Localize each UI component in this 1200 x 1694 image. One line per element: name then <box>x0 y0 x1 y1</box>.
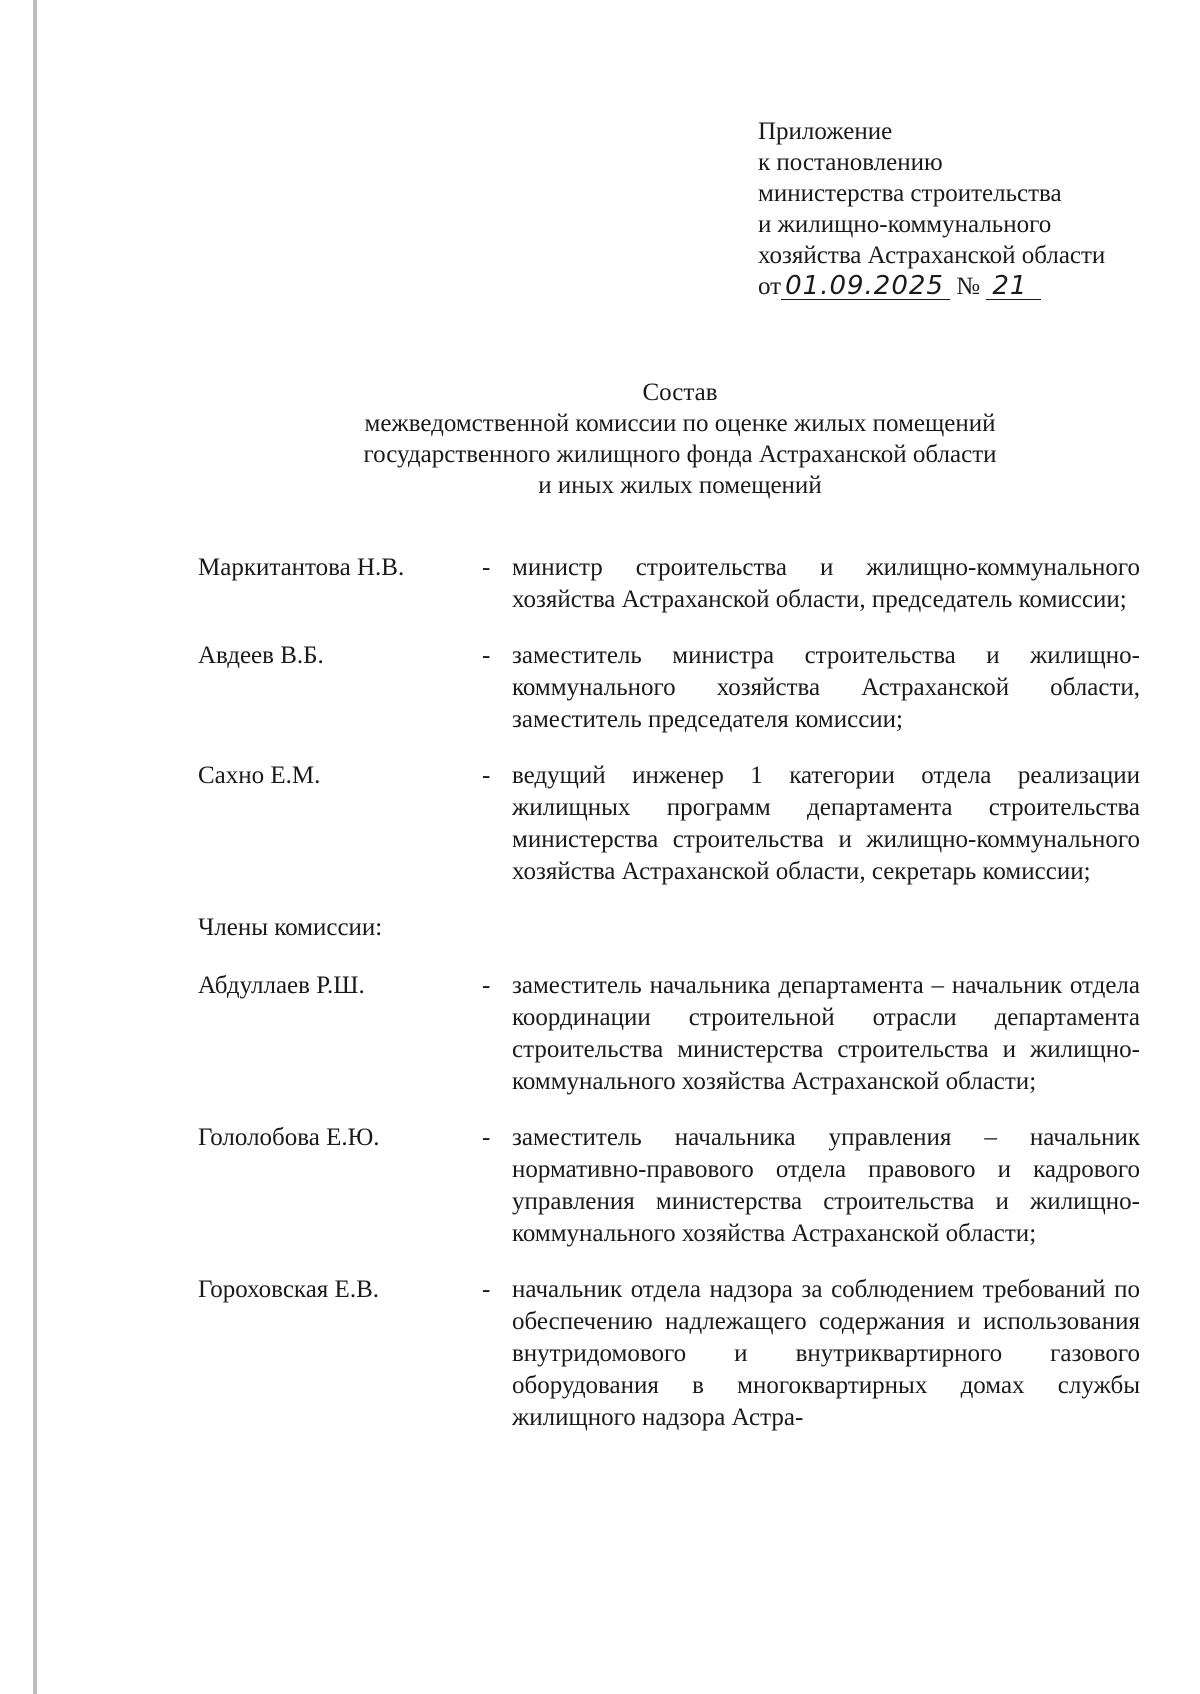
member-row <box>198 1122 1140 1250</box>
member-row <box>198 640 1140 736</box>
title-line: и иных жилых помещений <box>538 472 822 499</box>
member-description: начальник отдела надзора за соблюдением требований по обеспечению надлежащего содержания и использования внутридомового и внутриквартирного газового оборудования в многоквартирных домах службы жилищного надзора Астра- <box>512 1276 1140 1431</box>
member-dash: - <box>482 972 491 999</box>
member-description: заместитель начальника департамента – начальник отдела координации строительной отрасли департамента строительства министерства строительства и жилищно-коммунального хозяйства Астраханской области; <box>512 972 1140 1095</box>
member-row <box>198 970 1140 1098</box>
member-description: заместитель начальника управления – начальник нормативно-правового отдела правового и кадрового управления министерства строительства и жилищно-коммунального хозяйства Астраханской области; <box>512 1124 1140 1247</box>
member-dash: - <box>482 762 491 789</box>
appendix-date-line <box>758 271 1105 302</box>
handwritten-date: 01.09.2025 <box>781 273 950 300</box>
number-prefix: № <box>956 273 981 300</box>
member-dash: - <box>482 1276 491 1303</box>
member-description: ведущий инженер 1 категории отдела реализации жилищных программ департамента строительства министерства строительства и жилищно-коммунального хозяйства Астраханской области, секретарь комиссии; <box>512 762 1140 885</box>
title-line: межведомственной комиссии по оценке жилых помещений <box>364 410 996 437</box>
member-dash: - <box>482 554 491 581</box>
appendix-line: к постановлению <box>758 149 943 176</box>
member-name: Абдуллаев Р.Ш. <box>198 972 365 999</box>
appendix-line: хозяйства Астраханской области <box>758 242 1106 269</box>
member-row <box>198 760 1140 888</box>
member-description: министр строительства и жилищно-коммунального хозяйства Астраханской области, председатель комиссии; <box>512 554 1140 613</box>
member-description: заместитель министра строительства и жилищно-коммунального хозяйства Астраханской области, заместитель председателя комиссии; <box>512 642 1140 733</box>
member-dash: - <box>482 642 491 669</box>
appendix-line: и жилищно-коммунального <box>758 211 1052 238</box>
member-name: Сахно Е.М. <box>198 762 321 789</box>
title-line: государственного жилищного фонда Астраханской области <box>363 441 997 468</box>
appendix-line: Приложение <box>758 118 893 145</box>
title-heading: Состав <box>642 379 718 406</box>
commission-list <box>198 552 1140 1458</box>
member-name: Гороховская Е.В. <box>198 1276 379 1303</box>
date-prefix: от <box>758 273 782 300</box>
appendix-block <box>758 116 1105 302</box>
handwritten-number: 21 <box>986 273 1041 300</box>
member-dash: - <box>482 1124 491 1151</box>
member-row <box>198 552 1140 616</box>
member-name: Маркитантова Н.В. <box>198 554 405 581</box>
member-name: Авдеев В.Б. <box>198 642 324 669</box>
page-left-border <box>33 0 37 1694</box>
section-label: Члены комиссии: <box>198 914 383 941</box>
appendix-line: министерства строительства <box>758 180 1062 207</box>
document-title <box>300 377 1060 501</box>
member-row <box>198 1274 1140 1434</box>
member-name: Гололобова Е.Ю. <box>198 1124 380 1151</box>
